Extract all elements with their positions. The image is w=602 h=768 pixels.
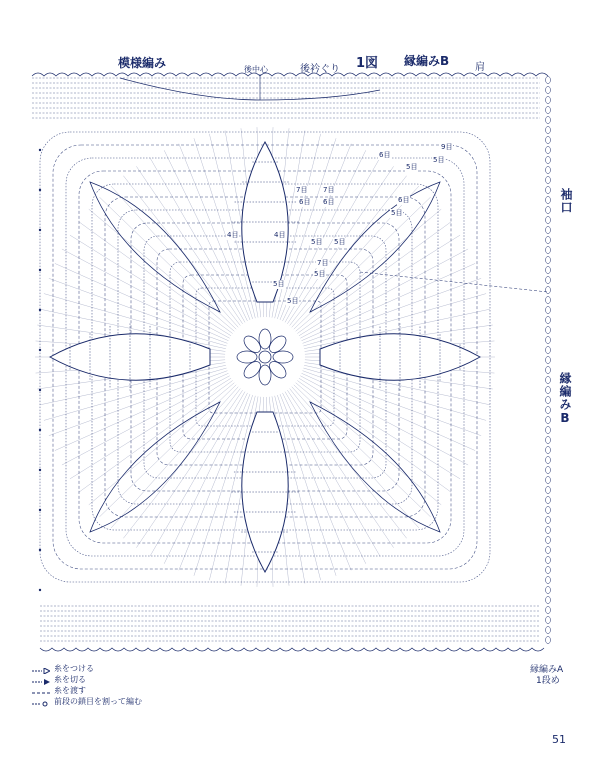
row-tag: 5目 [273,280,285,288]
legend-text: 糸をつける [54,664,94,673]
row-tag: 6目 [398,196,410,204]
row-tag: 7目 [296,186,308,194]
chain-loop [546,377,551,384]
edge-dot [39,389,41,391]
row-tag: 5目 [314,270,326,278]
chain-loop [546,207,551,214]
legend-item [32,696,142,707]
chain-loop [546,467,551,474]
chain-loop [546,387,551,394]
corner-leaf [310,402,440,532]
legend-text: 糸を渡す [54,686,86,695]
chain-loop [546,137,551,144]
chain-loop [546,407,551,414]
page-number: 51 [552,733,566,746]
chain-loop [546,197,551,204]
chain-loop [546,177,551,184]
chain-loop [546,497,551,504]
chain-loop [546,337,551,344]
stitch-column [283,393,366,564]
row-tag: 4目 [274,231,286,239]
chain-loop [546,587,551,594]
chain-loop [546,637,551,644]
edge-dot [39,189,41,191]
row-tag: 4目 [227,231,239,239]
chain-loop [546,157,551,164]
chain-loop [546,227,551,234]
chain-loop [546,607,551,614]
cuff-label: 袖口 [559,188,573,214]
edge-dot [39,229,41,231]
edging-scallop [40,648,544,651]
row-tag: 5目 [391,209,403,217]
edge-dot [39,429,41,431]
legend-item [32,674,142,685]
chain-loop [546,217,551,224]
chain-loop [546,277,551,284]
chain-loop [546,527,551,534]
center-petal [273,351,293,363]
chain-loop [546,487,551,494]
chain-loop [546,77,551,84]
chain-loop [546,327,551,334]
chain-loop [546,307,551,314]
stitch-column [164,393,247,564]
chain-loop [546,107,551,114]
stitch-column [150,158,245,323]
row-tag: 5目 [287,297,299,305]
chain-loop [546,97,551,104]
back-neckline-label: 後衿ぐり [300,64,340,75]
chain-loop [546,397,551,404]
stitch-column [292,186,419,327]
chain-loop [546,437,551,444]
chain-loop [546,297,551,304]
chain-loop [546,597,551,604]
carry-yarn-icon [32,688,50,694]
figure-number: 1図 [356,56,379,71]
edge-dot [39,509,41,511]
stitch-column [290,389,407,539]
legend-text: 前段の鎖目を割って編む [54,697,142,706]
corner-leaf [90,182,220,312]
edging-a-row-label: 1段め [536,676,560,686]
row-tag: 6目 [299,198,311,206]
chain-loop [546,547,551,554]
legend-text: 糸を切る [54,675,86,684]
center-petal [259,365,271,385]
chain-loop [546,557,551,564]
stitch-column [79,381,233,493]
edging-b-side-label: 縁編みB [558,372,572,426]
chain-loop [546,187,551,194]
legend [32,663,142,707]
chain-loop [546,257,551,264]
stitch-column [136,166,242,324]
chain-loop [546,247,551,254]
yarn-carry-line [360,272,548,292]
shoulder-label: 肩 [475,62,485,73]
stitch-column [150,392,245,557]
chain-loop [546,367,551,374]
row-tag: 6目 [323,198,335,206]
cut-yarn-icon [32,677,50,683]
chain-loop [546,167,551,174]
edge-dot [39,149,41,151]
corner-leaf [90,402,220,532]
edging-a-label: 縁編みA [530,665,564,675]
pattern-stitch-label: 模様編み [118,56,167,70]
legend-item [32,685,142,696]
chain-loop [546,477,551,484]
edge-dot [39,309,41,311]
edge-dot [39,269,41,271]
chain-loop [546,577,551,584]
row-tag: 7目 [317,259,329,267]
back-center-label: 後中心 [244,65,268,74]
edging-scallop [32,73,548,76]
row-tag: 6目 [379,151,391,159]
row-tag: 5目 [334,238,346,246]
stitch-column [136,390,242,548]
row-tag: 7目 [323,186,335,194]
stitch-column [287,390,393,548]
chain-loop [546,287,551,294]
edge-dot [39,589,41,591]
center-petal [259,329,271,349]
edge-dot [39,469,41,471]
stitch-column [292,387,419,528]
row-tag: 9目 [441,143,453,151]
stitch-column [123,176,240,326]
chain-loop [546,567,551,574]
chain-loop [546,457,551,464]
chain-loop [546,417,551,424]
chain-loop [546,447,551,454]
stitch-column [79,222,233,334]
split-stitch-icon [32,699,50,705]
edging-b-top-label: 縁編みB [404,54,450,68]
stitch-column [123,389,240,539]
row-tag: 5目 [406,163,418,171]
chain-loop [546,267,551,274]
legend-item [32,663,142,674]
chain-loop [546,87,551,94]
chain-loop [546,117,551,124]
chain-loop [546,517,551,524]
stitch-column [285,392,380,557]
chain-loop [546,237,551,244]
neckline-curve [120,78,380,100]
row-tag: 5目 [433,156,445,164]
center-petal [237,351,257,363]
chain-loop [546,627,551,634]
chain-loop [546,347,551,354]
chain-loop [546,507,551,514]
edge-dot [39,549,41,551]
center-ring [259,351,271,363]
chain-loop [546,127,551,134]
chain-loop [546,317,551,324]
stitch-column [111,186,238,327]
chain-loop [546,147,551,154]
chain-loop [546,537,551,544]
attach-yarn-icon [32,666,50,672]
chain-loop [546,617,551,624]
stitch-column [297,381,451,493]
edge-dot [39,349,41,351]
row-tag: 5目 [311,238,323,246]
chain-loop [546,357,551,364]
chain-loop [546,427,551,434]
stitch-column [283,150,366,321]
stitch-column [111,387,238,528]
